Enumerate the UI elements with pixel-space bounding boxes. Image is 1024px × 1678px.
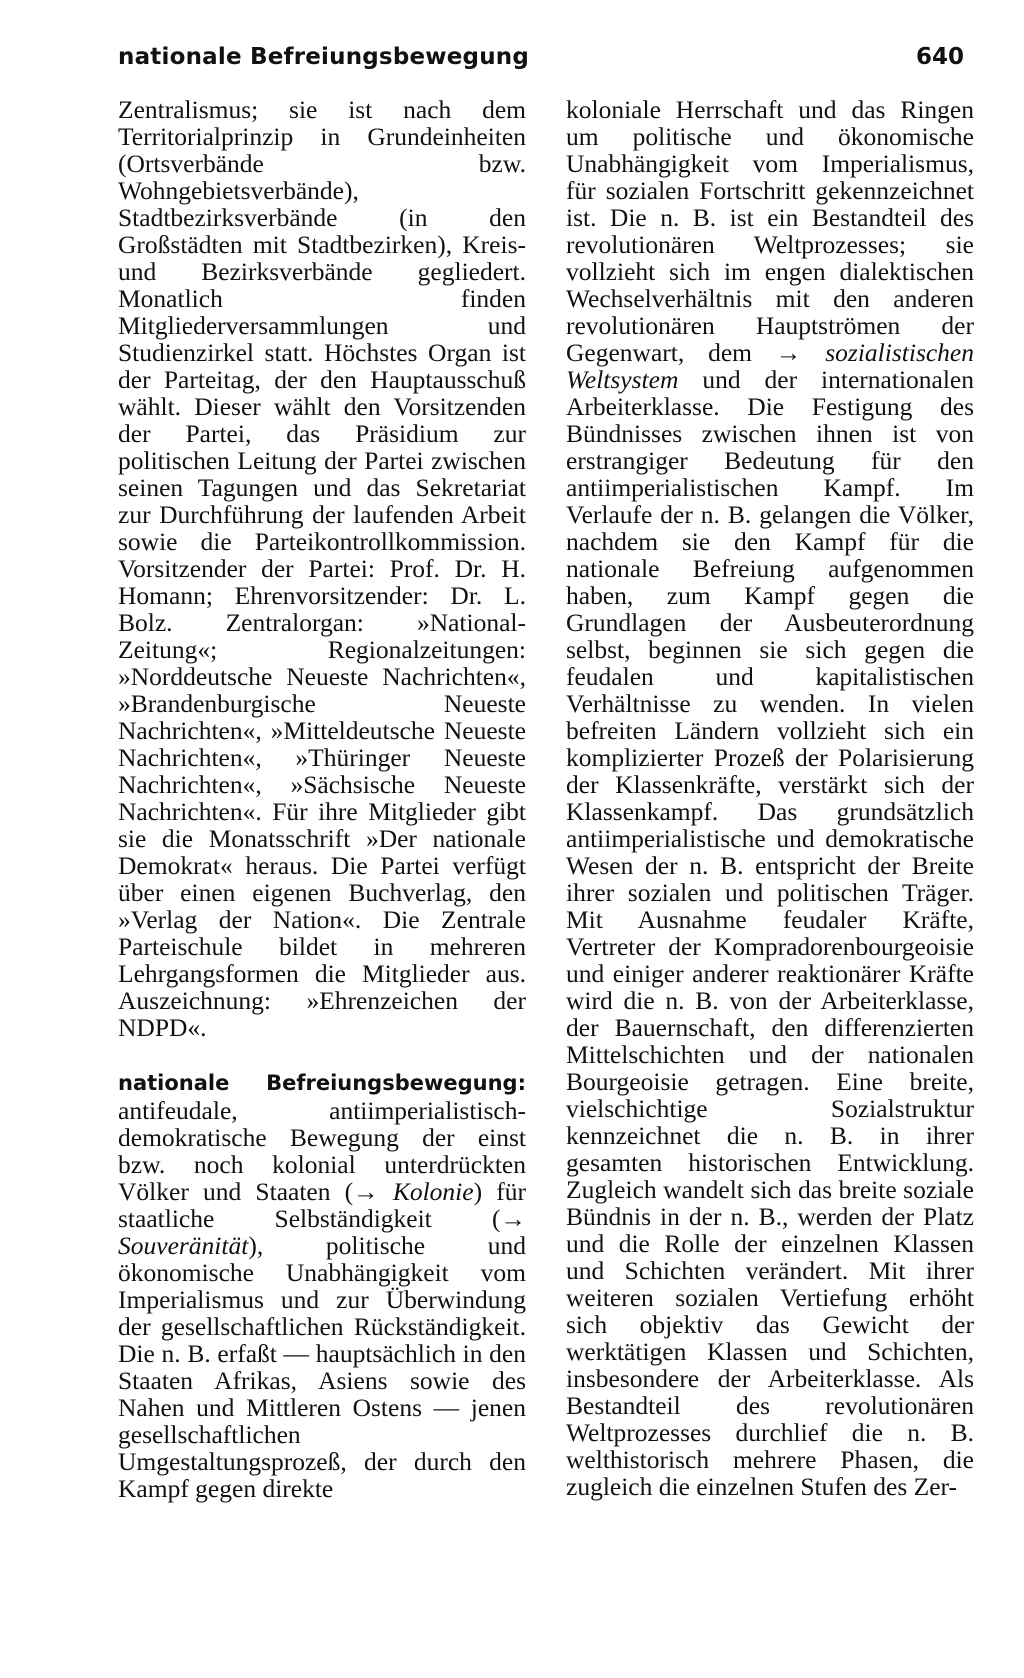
entry-text-1: antifeudale, antiimperialistisch-demokratische Bewegung der einst bzw. noch kolonial unterdrückten Völker und Staaten ( xyxy=(118,1096,526,1206)
entry-text-2: ) für staatliche Selbständigkeit ( xyxy=(118,1177,527,1233)
entry-text-4: koloniale Herrschaft und das Ringen um politische und ökonomische Unabhängigkeit vom Imperialismus, für sozialen Fortschritt gekennzeichnet ist. Die n. B. ist ein Bestandteil des revolutionären Weltprozesses; sie vollzieht sich im engen dialektischen Wechselverhältnis mit den anderen revolutionären Hauptströmen der Gegenwart, dem xyxy=(566,95,974,367)
page-header xyxy=(118,44,964,84)
cross-reference-arrow-icon: → xyxy=(775,338,826,367)
cross-reference-sozialistisches-weltsystem[interactable]: sozialistischen Weltsystem xyxy=(566,338,975,394)
entry-text-5: und der internationalen Arbeiterklasse. Die Festigung des Bündnisses zwischen ihnen ist von erstrangiger Bedeutung für den antiimperialistischen Kampf. Im Verlaufe der n. B. gelangen die Völker, nachdem sie den Kampf für die nationale Befreiung aufgenommen haben, zum Kampf gegen die Grundlagen der Ausbeuterordnung selbst, beginnen sie sich gegen die feudalen und kapitalistischen Verhältnisse zu wenden. In vielen befreiten Ländern vollzieht sich ein komplizierter Prozeß der Polarisierung der Klassenkräfte, verstärkt sich der Klassenkampf. Das grundsätzlich antiimperialistische und demokratische Wesen der n. B. entspricht der Breite ihrer sozialen und politischen Träger. Mit Ausnahme feudaler Kräfte, Vertreter der Kompradorenbourgeoisie und einiger anderer reaktionärer Kräfte wird die n. B. von der Arbeiterklasse, der Bauernschaft, den differenzierten Mittelschichten und der nationalen Bourgeoisie getragen. Eine breite, vielschichtige Sozialstruktur kennzeichnet die n. B. in ihrer gesamten historischen Entwicklung. Zugleich wandelt sich das breite soziale Bündnis in der n. B., werden der Platz und die Rolle der einzelnen Klassen und Schichten verändert. Mit ihrer weiteren sozialen Vertiefung erhöht sich objektiv das Gewicht der werktätigen Klassen und Schichten, insbesondere der Arbeiterklasse. Als Bestandteil des revolutionären Weltprozesses durchlief die n. B. welthistorisch mehrere Phasen, die zugleich die einzelnen Stufen des Zer- xyxy=(566,365,974,1501)
entry-paragraph xyxy=(118,1068,526,1502)
cross-reference-arrow-icon: → xyxy=(500,1204,526,1233)
left-column xyxy=(118,96,526,1502)
entry-term: nationale Befreiungsbewegung: xyxy=(118,1071,526,1095)
cross-reference-arrow-icon: → xyxy=(353,1177,393,1206)
continued-paragraph: Zentralismus; sie ist nach dem Territorialprinzip in Grundeinheiten (Ortsverbände bzw. Wohngebietsverbände), Stadtbezirksverbände (in den Großstädten mit Stadtbezirken), Kreis- und Bezirksverbände gegliedert. Monatlich finden Mitgliederversammlungen und Studienzirkel statt. Höchstes Organ ist der Parteitag, der den Hauptausschuß wählt. Dieser wählt den Vorsitzenden der Partei, das Präsidium zur politischen Leitung der Partei zwischen seinen Tagungen und das Sekretariat zur Durchführung der laufenden Arbeit sowie die Parteikontrollkommission. Vorsitzender der Partei: Prof. Dr. H. Homann; Ehrenvorsitzender: Dr. L. Bolz. Zentralorgan: »National-Zeitung«; Regionalzeitungen: »Norddeutsche Neueste Nachrichten«, »Brandenburgische Neueste Nachrichten«, »Mitteldeutsche Neueste Nachrichten«, »Thüringer Neueste Nachrichten«, »Sächsische Neueste Nachrichten«. Für ihre Mitglieder gibt sie die Monatsschrift »Der nationale Demokrat« heraus. Die Partei verfügt über einen eigenen Buchverlag, den »Verlag der Nation«. Die Zentrale Parteischule bildet in mehreren Lehrgangsformen die Mitglieder aus. Auszeichnung: »Ehrenzeichen der NDPD«. xyxy=(118,95,526,1042)
page-number: 640 xyxy=(915,44,964,70)
entry-text-3: ), politische und ökonomische Unabhängigkeit vom Imperialismus und zur Überwindung der gesellschaftlichen Rückständigkeit. Die n. B. erfaßt — hauptsächlich in den Staaten Afrikas, Asiens sowie des Nahen und Mittleren Ostens — jenen gesellschaftlichen Umgestaltungsprozeß, der durch den Kampf gegen direkte xyxy=(118,1231,526,1503)
cross-reference-kolonie[interactable]: Kolonie xyxy=(392,1177,474,1206)
entry-continuation xyxy=(566,96,974,1500)
cross-reference-souveraenitaet[interactable]: Souveränität xyxy=(118,1231,249,1260)
right-column xyxy=(566,96,974,1500)
running-head: nationale Befreiungsbewegung xyxy=(118,44,530,70)
